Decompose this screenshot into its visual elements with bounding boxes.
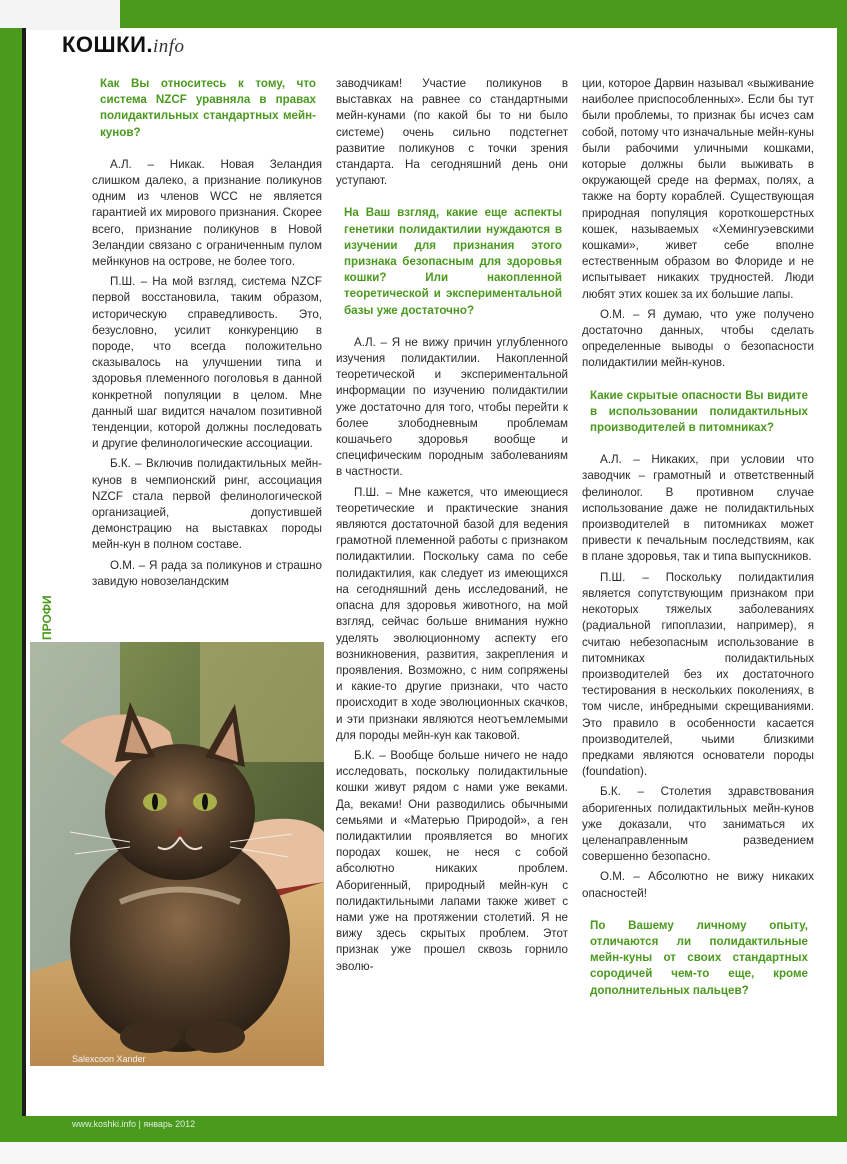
footer-url: www.koshki.info | январь 2012 <box>72 1119 196 1129</box>
answer-al-1: А.Л. – Никак. Новая Зеландия слишком далеко, а признание поликунов одним из членов WCC не является гарантией их мирового признания. Скорее всего, признание поликунов в Новой Зеландии связано с ограниченным пулом мейнкунов на острове, не более того. <box>92 157 322 269</box>
answer-om-2: О.М. – Я думаю, что уже получено достаточно данных, чтобы сделать определенные выводы о безопасности полидактилии мейн-кунов. <box>582 307 814 370</box>
answer-om-1-cont: заводчикам! Участие поликунов в выставках на равнее со стандартными мейн-кунами (по какой бы то ни было системе) очень сильно подстегнет развитие поликунов с точки зрения стандарта. На сегодняшний день они уступают. <box>336 77 568 188</box>
photo-caption: Salexcoon Xander <box>72 1054 146 1064</box>
cat-photo-illustration <box>30 642 324 1066</box>
answer-bk-2: Б.К. – Вообще больше ничего не надо исследовать, поскольку полидактильные кошки живут рядом с нами уже веками. Да, веками! Они разводились обычными семьями и «Матерью Природой», а ген полидактилии проявляется во многих породах кошек, не неся с собой абсолютно никаких проблем. Аборигенный, природный мейн-кун с полидактильными лапами также живет с нами уже на протяжении столетий. Я не вижу здесь скрытых проблем. Этот признак уже прошел сквозь горнило эволю- <box>336 748 568 973</box>
column-1 <box>92 76 322 590</box>
answer-al-3: А.Л. – Никаких, при условии что заводчик – грамотный и ответственный фелинолог. В противном случае использование даже не полидактильных производителей в питомниках может привести к печальным последствиям, как в плане здоровья, так и типа выпускников. <box>582 453 814 564</box>
answer-psh-2: П.Ш. – Мне кажется, что имеющиеся теоретические и практические знания являются достаточной базой для ведения грамотной племенной работы с признаком полидактилии. Поскольку сама по себе полидактилия, как следует из имеющихся на сегодняшний день исследований, не опасна для здоровья животного, на мой взгляд, сейчас больше внимания нужно уделять эволюционному аспекту его возникновения, развития, закрепления и проявления. Возможно, с ним сопряжены и какие-то другие признаки, что часто происходит в ходе эволюционных скачков, и эти признаки являются неотъемлемыми для породы мейн-кун как таковой. <box>336 485 568 742</box>
answer-om-1: О.М. – Я рада за поликунов и страшно завидую новозеландским <box>92 558 322 588</box>
left-dark-edge <box>22 28 26 1118</box>
answer-bk-3: Б.К. – Столетия здравствования аборигенных полидактильных мейн-кунов уже доказали, что заниматься их целенаправленным разведением совершенно безопасно. <box>582 785 814 864</box>
cat-photo <box>30 642 324 1066</box>
bottom-paper <box>0 1142 847 1164</box>
magazine-logo: КОШКИ.info <box>62 32 185 57</box>
answer-om-3: О.М. – Абсолютно не вижу никаких опасностей! <box>582 870 814 900</box>
column-3 <box>582 76 814 1015</box>
question-3: Какие скрытые опасности Вы видите в использовании полидактильных производителей в питомниках? <box>590 388 808 435</box>
top-green-band <box>0 0 847 28</box>
answer-bk-1: Б.К. – Включив полидактильных мейн-кунов в чемпионский ринг, ассоциация NZCF стала первой фелинологической организацией, допустившей демонстрацию на выставках породы мейн-кун в полном составе. <box>92 457 322 552</box>
column-2 <box>336 76 568 975</box>
answer-psh-3: П.Ш. – Поскольку полидактилия является сопутствующим признаком при некоторых тяжелых заболеваниях (радиальной гипоплазии, например), я считаю небезопасным использование в питомниках полидактильных производителей без их достаточного тестирования в нескольких поколениях, в том числе, инбредными скрещиваниями. Это правило в особенности касается производителей, чьими близкими предками являются основатели породы (foundation). <box>582 570 814 779</box>
answer-al-2: А.Л. – Я не вижу причин углубленного изучения полидактилии. Накопленной теоретической и экспериментальной информации по изучению полидактилии уже достаточно для того, чтобы перейти к более злободневным проблемам кошачьего здоровья вообще и специфическим породным заболеваниям в частности. <box>336 335 568 479</box>
question-1: Как Вы относитесь к тому, что система NZCF уравняла в правах полидактильных стандартных мейн-кунов? <box>100 77 316 139</box>
left-green-band <box>0 28 22 1118</box>
top-corner-paper <box>0 0 120 30</box>
right-green-band <box>837 28 847 1118</box>
section-label: ПРОФИ <box>40 595 54 640</box>
answer-psh-1: П.Ш. – На мой взгляд, система NZCF первой восстановила, таким образом, историческую справедливость. Это, безусловно, усилит конкуренцию в породе, что всегда положительно сказывалось на улучшении типа и здоровья племенного поголовья в данной конкретной популяции в целом. Мне данный шаг видится началом позитивной тенденции, которой должны последовать и другие фелинологические ассоциации. <box>92 275 322 451</box>
question-2: На Ваш взгляд, какие еще аспекты генетики полидактилии нуждаются в изучении для признания этого признака безопасным для здоровья кошки? Или накопленной теоретической и экспериментальной базы уже достаточно? <box>344 206 562 317</box>
answer-bk-2-cont: ции, которое Дарвин называл «выживание наиболее приспособленных». Если бы тут были проблемы, то признак бы исчез сам собой, потому что изначальные мейн-куны были рабочими уличными кошками, которые должны были выживать в окружающей среде на фермах, полях, а также на борту кораблей. Существующая природная популяция короткошерстных кошек, называемых «Хемингуэевскими кошками», живет себе вполне естественным образом во Флориде и не испытывает никаких трудностей. Люди любят этих кошек за их большие лапы. <box>582 77 814 301</box>
question-4: По Вашему личному опыту, отличаются ли полидактильные мейн-куны от своих стандартных сородичей чем-то еще, кроме дополнительных пальцев? <box>590 918 808 997</box>
